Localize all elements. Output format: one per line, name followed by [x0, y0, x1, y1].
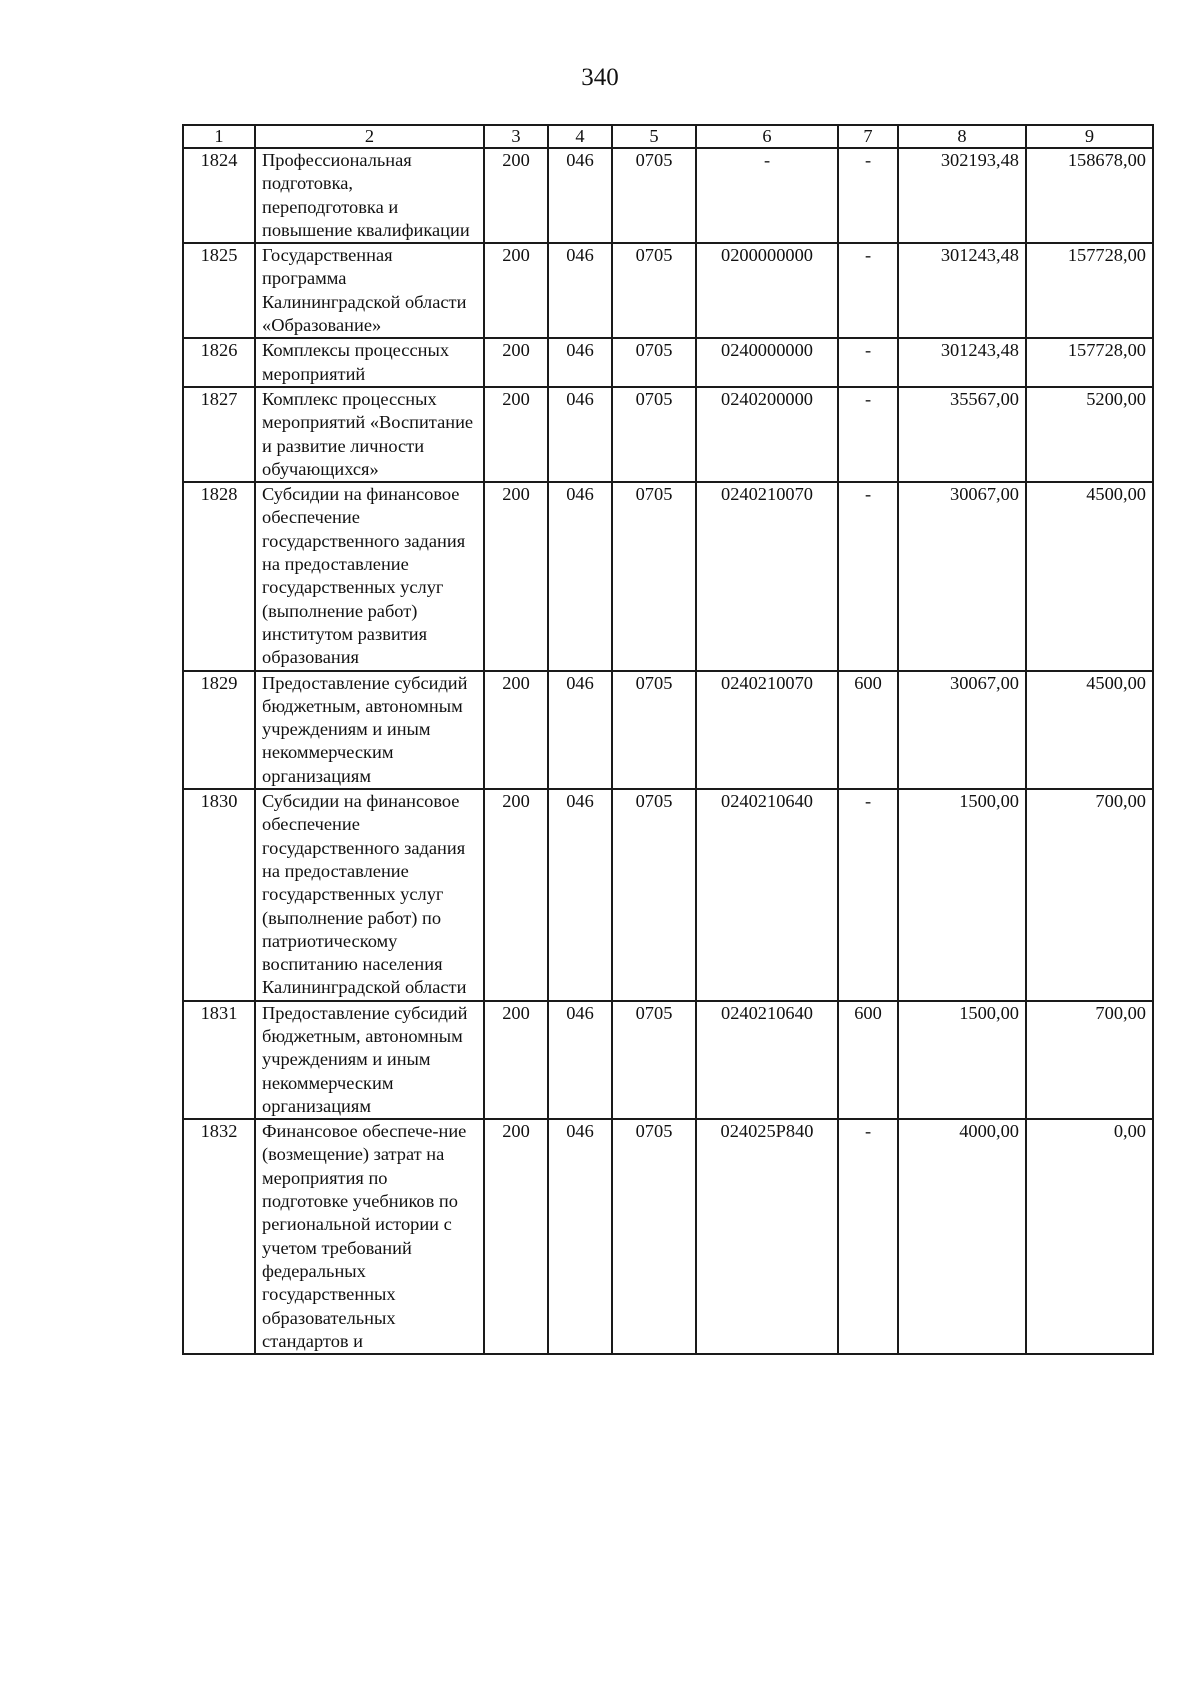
row-number: 1828: [183, 482, 255, 670]
cell-amount-1: 4000,00: [898, 1119, 1026, 1354]
col-header-1: 1: [183, 125, 255, 148]
cell-amount-2: 157728,00: [1026, 338, 1153, 387]
row-name: Предоставление субсидий бюджетным, автономным учреждениям и иным некоммерческим организациям: [255, 671, 484, 789]
cell-amount-2: 157728,00: [1026, 243, 1153, 338]
cell-amount-2: 4500,00: [1026, 671, 1153, 789]
cell-amount-2: 0,00: [1026, 1119, 1153, 1354]
table-row: [183, 1001, 1153, 1119]
cell-target-article: 0200000000: [696, 243, 838, 338]
cell-expense-type: -: [838, 387, 898, 482]
cell-section: 0705: [612, 1001, 696, 1119]
cell-section: 0705: [612, 387, 696, 482]
row-number: 1826: [183, 338, 255, 387]
cell-expense-type: -: [838, 1119, 898, 1354]
cell-expense-type: -: [838, 789, 898, 1001]
row-number: 1831: [183, 1001, 255, 1119]
cell-amount-1: 30067,00: [898, 482, 1026, 670]
table-row: [183, 482, 1153, 670]
row-name: Комплекс процессных мероприятий «Воспитание и развитие личности обучающихся»: [255, 387, 484, 482]
page-number: 340: [581, 64, 619, 91]
cell-target-article: 0240210640: [696, 1001, 838, 1119]
cell-code: 046: [548, 482, 612, 670]
cell-ministry: 200: [484, 148, 548, 243]
cell-amount-1: 1500,00: [898, 789, 1026, 1001]
cell-target-article: 0240210070: [696, 482, 838, 670]
table-row: [183, 243, 1153, 338]
cell-expense-type: -: [838, 338, 898, 387]
cell-ministry: 200: [484, 482, 548, 670]
cell-ministry: 200: [484, 1001, 548, 1119]
col-header-7: 7: [838, 125, 898, 148]
cell-amount-1: 35567,00: [898, 387, 1026, 482]
cell-amount-1: 1500,00: [898, 1001, 1026, 1119]
cell-code: 046: [548, 338, 612, 387]
cell-amount-1: 30067,00: [898, 671, 1026, 789]
col-header-9: 9: [1026, 125, 1153, 148]
cell-target-article: 0240210640: [696, 789, 838, 1001]
cell-amount-1: 301243,48: [898, 338, 1026, 387]
cell-amount-2: 700,00: [1026, 1001, 1153, 1119]
cell-expense-type: 600: [838, 1001, 898, 1119]
cell-ministry: 200: [484, 1119, 548, 1354]
cell-expense-type: 600: [838, 671, 898, 789]
cell-ministry: 200: [484, 789, 548, 1001]
cell-expense-type: -: [838, 482, 898, 670]
col-header-2: 2: [255, 125, 484, 148]
cell-target-article: -: [696, 148, 838, 243]
row-name: Профессиональная подготовка, переподготовка и повышение квалификации: [255, 148, 484, 243]
cell-amount-2: 5200,00: [1026, 387, 1153, 482]
table-row: [183, 789, 1153, 1001]
cell-code: 046: [548, 789, 612, 1001]
cell-expense-type: -: [838, 243, 898, 338]
row-number: 1830: [183, 789, 255, 1001]
col-header-4: 4: [548, 125, 612, 148]
cell-target-article: 0240210070: [696, 671, 838, 789]
cell-code: 046: [548, 387, 612, 482]
row-number: 1825: [183, 243, 255, 338]
cell-code: 046: [548, 671, 612, 789]
table-row: [183, 1119, 1153, 1354]
row-name: Предоставление субсидий бюджетным, автономным учреждениям и иным некоммерческим организациям: [255, 1001, 484, 1119]
cell-amount-1: 302193,48: [898, 148, 1026, 243]
row-name: Субсидии на финансовое обеспечение государственного задания на предоставление государственных услуг (выполнение работ) институтом развития образования: [255, 482, 484, 670]
cell-target-article: 0240200000: [696, 387, 838, 482]
cell-code: 046: [548, 148, 612, 243]
cell-ministry: 200: [484, 387, 548, 482]
cell-section: 0705: [612, 148, 696, 243]
row-name: Субсидии на финансовое обеспечение государственного задания на предоставление государственных услуг (выполнение работ) по патриотическому воспитанию населения Калининградской области: [255, 789, 484, 1001]
cell-section: 0705: [612, 243, 696, 338]
cell-section: 0705: [612, 338, 696, 387]
cell-code: 046: [548, 1119, 612, 1354]
cell-section: 0705: [612, 671, 696, 789]
header-row: [183, 125, 1153, 148]
cell-code: 046: [548, 1001, 612, 1119]
row-number: 1827: [183, 387, 255, 482]
cell-amount-1: 301243,48: [898, 243, 1026, 338]
cell-section: 0705: [612, 789, 696, 1001]
cell-section: 0705: [612, 1119, 696, 1354]
col-header-5: 5: [612, 125, 696, 148]
cell-expense-type: -: [838, 148, 898, 243]
table-row: [183, 671, 1153, 789]
cell-target-article: 024025Р840: [696, 1119, 838, 1354]
cell-ministry: 200: [484, 338, 548, 387]
col-header-3: 3: [484, 125, 548, 148]
cell-section: 0705: [612, 482, 696, 670]
cell-ministry: 200: [484, 243, 548, 338]
table-row: [183, 387, 1153, 482]
row-name: Финансовое обеспече-ние (возмещение) затрат на мероприятия по подготовке учебников по региональной истории с учетом требований федеральных государственных образовательных стандартов и: [255, 1119, 484, 1354]
cell-amount-2: 4500,00: [1026, 482, 1153, 670]
cell-code: 046: [548, 243, 612, 338]
row-number: 1824: [183, 148, 255, 243]
cell-amount-2: 700,00: [1026, 789, 1153, 1001]
row-name: Комплексы процессных мероприятий: [255, 338, 484, 387]
table-row: [183, 338, 1153, 387]
row-number: 1829: [183, 671, 255, 789]
cell-ministry: 200: [484, 671, 548, 789]
col-header-8: 8: [898, 125, 1026, 148]
col-header-6: 6: [696, 125, 838, 148]
row-number: 1832: [183, 1119, 255, 1354]
cell-amount-2: 158678,00: [1026, 148, 1153, 243]
row-name: Государственная программа Калининградской области «Образование»: [255, 243, 484, 338]
table-row: [183, 148, 1153, 243]
cell-target-article: 0240000000: [696, 338, 838, 387]
budget-table: [182, 124, 1154, 1355]
